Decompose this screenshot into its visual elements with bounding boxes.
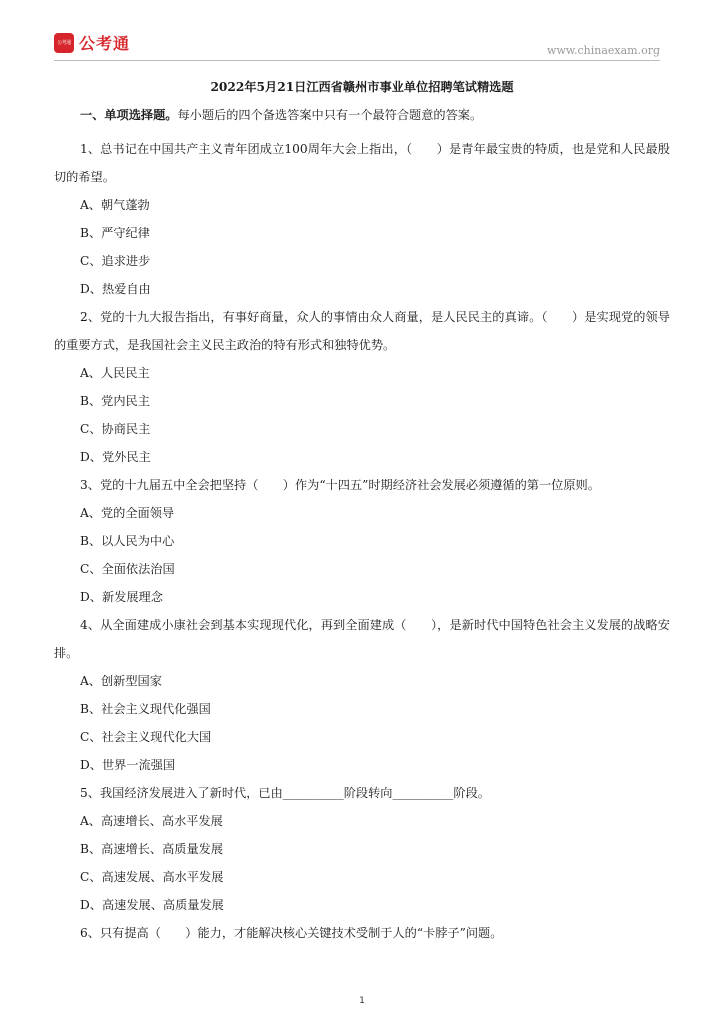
answer-option: C、全面依法治国 [80, 562, 175, 576]
answer-option: D、新发展理念 [80, 590, 163, 604]
answer-option: C、高速发展、高水平发展 [80, 870, 224, 884]
section-heading [80, 105, 670, 125]
answer-option: A、创新型国家 [80, 674, 162, 688]
question-block [54, 779, 670, 919]
answer-option: D、党外民主 [80, 450, 151, 464]
question-stem: 4、从全面建成小康社会到基本实现现代化，再到全面建成（ ），是新时代中国特色社会主义发展的战略安排。 [54, 618, 670, 660]
answer-option: C、追求进步 [80, 254, 151, 268]
question-stem: 6、只有提高（ ）能力，才能解决核心关键技术受制于人的“卡脖子”问题。 [80, 926, 503, 940]
answer-option: C、社会主义现代化大国 [80, 730, 212, 744]
answer-option: A、高速增长、高水平发展 [80, 814, 223, 828]
question-stem: 1、总书记在中国共产主义青年团成立100周年大会上指出，（ ）是青年最宝贵的特质，也是党和人民最殷切的希望。 [54, 142, 670, 184]
answer-option: A、人民民主 [80, 366, 150, 380]
document-title: 2022年5月21日江西省赣州市事业单位招聘笔试精选题 [210, 80, 514, 94]
section-instruction: 每小题后的四个备选答案中只有一个最符合题意的答案。 [177, 108, 483, 122]
page-number: 1 [359, 996, 365, 1006]
question-stem: 5、我国经济发展进入了新时代，已由__________阶段转向__________阶段。 [80, 786, 490, 800]
answer-option: B、社会主义现代化强国 [80, 702, 211, 716]
answer-option: D、世界一流强国 [80, 758, 176, 772]
logo-badge: 公考通 [54, 33, 74, 53]
question-stem: 2、党的十九大报告指出，有事好商量，众人的事情由众人商量，是人民民主的真谛。（ ）是实现党的领导的重要方式，是我国社会主义民主政治的特有形式和独特优势。 [54, 310, 670, 352]
answer-option: A、党的全面领导 [80, 506, 175, 520]
answer-option: B、以人民为中心 [80, 534, 175, 548]
header-divider [54, 60, 660, 61]
answer-option: B、高速增长、高质量发展 [80, 842, 224, 856]
question-block [54, 611, 670, 779]
answer-option: B、党内民主 [80, 394, 150, 408]
page-header [0, 0, 724, 70]
question-block [54, 135, 670, 303]
section-label: 一、单项选择题。 [80, 108, 178, 122]
site-url: www.chinaexam.org [547, 44, 660, 57]
question-block [54, 919, 670, 947]
answer-option: D、高速发展、高质量发展 [80, 898, 224, 912]
answer-option: C、协商民主 [80, 422, 151, 436]
question-block [54, 471, 670, 611]
document-body [54, 77, 670, 947]
question-stem: 3、党的十九届五中全会把坚持（ ）作为“十四五”时期经济社会发展必须遵循的第一位原则。 [80, 478, 600, 492]
answer-option: B、严守纪律 [80, 226, 150, 240]
logo-text: 公考通 [79, 34, 131, 53]
question-block [54, 303, 670, 471]
answer-option: A、朝气蓬勃 [80, 198, 150, 212]
answer-option: D、热爱自由 [80, 282, 151, 296]
